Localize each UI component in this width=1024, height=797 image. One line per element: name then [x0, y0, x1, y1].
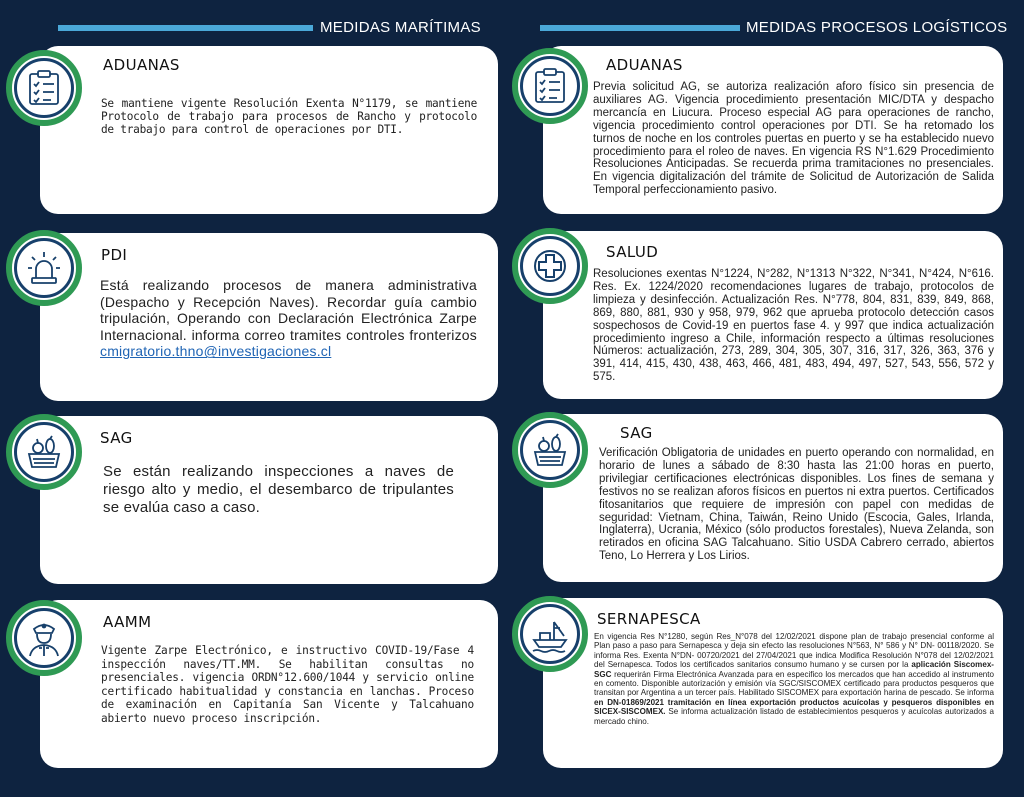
siren-icon — [24, 248, 64, 288]
header-maritimas — [0, 14, 500, 44]
sernapesca-bold-1: aplicación Siscomex-SGC — [594, 660, 994, 679]
sag-logistica-badge — [512, 412, 588, 488]
card-salud — [543, 231, 1003, 399]
card-body: Verificación Obligatoria de unidades en puerto operando con normalidad, en horario de lunes a sábado de 8:30 hasta las 21:00 horas en puerto, privilegiar certificaciones electrónicas disponibles. Los fines de semana y festivos no se realizan aforos físicos en puertos ni extra puertos. Certificados fitosanitarios que requiere de impresión con papel con medidas de seguridad: Vietnam, China, Taiwán, Reino Unido (Escocia, Gales, Irlanda, Inglaterra), Ucrania, México (sólo productos forestales), Nueva Zelanda, son retirados en oficina SAG Talcahuano. Sitio USDA Cabrero cerrado, abiertos Teno, Lo Herrera y Los Lirios. — [599, 447, 994, 563]
aamm-badge — [6, 600, 82, 676]
produce-basket-icon — [530, 430, 570, 470]
header-bar — [540, 25, 740, 31]
checklist-icon — [24, 68, 64, 108]
fishing-vessel-icon — [530, 614, 570, 654]
aduanas-logistica-badge — [512, 48, 588, 124]
card-aamm — [40, 600, 498, 768]
card-sag-maritimas — [40, 416, 498, 584]
sernapesca-bold-2: en DN-01869/2021 tramitación en línea exportación productos acuícolas y pesqueros disponibles en SICEX-SISCOMEX. — [594, 697, 994, 717]
card-title: SAG — [620, 424, 653, 442]
produce-basket-icon — [24, 432, 64, 472]
card-body — [594, 632, 994, 726]
card-body: Vigente Zarpe Electrónico, e instructivo COVID-19/Fase 4 inspección naves/TT.MM. Se habilitan consultas no presenciales. vigencia ORDN°12.600/1044 y servicio online certificado habitualidad y constancia en lanchas. Proceso de examinación en Capitanía San Vicente y Talcahuano abierto nuevo proceso inscripción. — [101, 644, 474, 725]
sernapesca-text-3: Se informa actualización listado de establecimientos pesqueros y acuícolas autorizados a mercado chino. — [594, 707, 994, 726]
pdi-email-link[interactable]: cmigratorio.thno@investigaciones.cl — [100, 343, 332, 360]
aduanas-badge — [6, 50, 82, 126]
salud-badge — [512, 228, 588, 304]
sernapesca-text-1: En vigencia Res N°1280, según Res_N°078 del 12/02/2021 dispone plan de trabajo presencial conforme al Plan paso a paso para Sernapesca y deja sin efecto las resoluciones N°563, N° 586 y N° DN- 00118/2020. Se informa Res. Exenta N°DN- 00720/2021 del 27/04/2021 que indica Modifica Resolución N°078 del 12/02/2021 del Sernapesca. Todos los certificados sanitarios consumo humano y se cursen por la — [594, 632, 994, 670]
pdi-text: Está realizando procesos de manera administrativa (Despacho y Recepción Naves). Recordar guía cambio tripulación, Operando con Declaración Electrónica Zarpe Internacional. informa correo tramites controles fronterizos — [100, 277, 477, 343]
card-sernapesca — [543, 598, 1003, 768]
card-title: SALUD — [606, 243, 659, 261]
card-pdi — [40, 233, 498, 401]
card-body: Se mantiene vigente Resolución Exenta N°1179, se mantiene Protocolo de trabajo para procesos de Rancho y protocolo de trabajo para control de operaciones por DTI. — [101, 97, 477, 136]
card-aduanas-logisticos — [543, 46, 1003, 214]
sag-badge — [6, 414, 82, 490]
card-body: Se están realizando inspecciones a naves de riesgo alto y medio, el desembarco de tripulantes se evalúa caso a caso. — [103, 463, 454, 516]
card-title: ADUANAS — [103, 56, 180, 74]
card-title: SAG — [100, 429, 133, 447]
medical-cross-icon — [530, 246, 570, 286]
card-title: ADUANAS — [606, 56, 683, 74]
checklist-icon — [530, 66, 570, 106]
header-title: MEDIDAS MARÍTIMAS — [320, 19, 481, 36]
header-logisticos — [500, 14, 1024, 44]
card-body: Previa solicitud AG, se autoriza realización aforo físico sin presencia de auxiliares AG. Vigencia procedimiento presentación MIC/DTA y despacho mercancía en Liucura. Proceso especial AG para operaciones de rancho, vigencia procedimiento control operaciones por DTI. Se ha retomado los turnos de noche en los controles puertas en puerto y se ha establecido nuevo procedimiento para el roleo de naves. En vigencia RS N°1.629 Procedimiento Resoluciones Anticipadas. Se recuerda prima tramitaciones no presenciales. En vigencia digitalización del trámite de Solicitud de Autorización de Salida Temporal perfeccionamiento pasivo. — [593, 81, 994, 197]
card-title: PDI — [101, 246, 128, 264]
card-body: Resoluciones exentas N°1224, N°282, N°1313 N°322, N°341, N°424, N°616. Res. Ex. 1224/2020 recomendaciones lugares de trabajo, protocolos de limpieza y desinfección. Actualización Res. N°778, 804, 831, 839, 849, 868, 869, 880, 881, 930 y 958, 979, 962 que aprueba protocolo detección casos sospechosos de Covid-19 en puertos fase 4. y 997 que indica actualización procedimiento ingreso a Chile, información respecto a últimas resoluciones Números: actualización, 273, 289, 304, 305, 307, 316, 317, 326, 363, 376 y 391, 414, 415, 430, 438, 463, 466, 481, 483, 494, 497, 527, 543, 556, 572 y 575. — [593, 268, 994, 384]
sernapesca-badge — [512, 596, 588, 672]
card-body — [100, 277, 477, 360]
naval-officer-icon — [24, 618, 64, 658]
header-bar — [58, 25, 313, 31]
sernapesca-text-2: requerirán Firma Electrónica Avanzada para en especifico los mercados que han accedido al instrumento en comento. Disponible autorización y emisión vía SGC/SISCOMEX certificado para productos pesqueros que transitan por Argentina a un tercer país. Habilitado SISCOMEX para exportación harina de pescado. Se informa — [594, 669, 994, 698]
header-title: MEDIDAS PROCESOS LOGÍSTICOS — [746, 19, 1008, 36]
card-sag-logisticos — [543, 414, 1003, 582]
pdi-badge — [6, 230, 82, 306]
card-title: AAMM — [103, 613, 152, 631]
card-title: SERNAPESCA — [597, 610, 701, 628]
card-aduanas-maritimas — [40, 46, 498, 214]
